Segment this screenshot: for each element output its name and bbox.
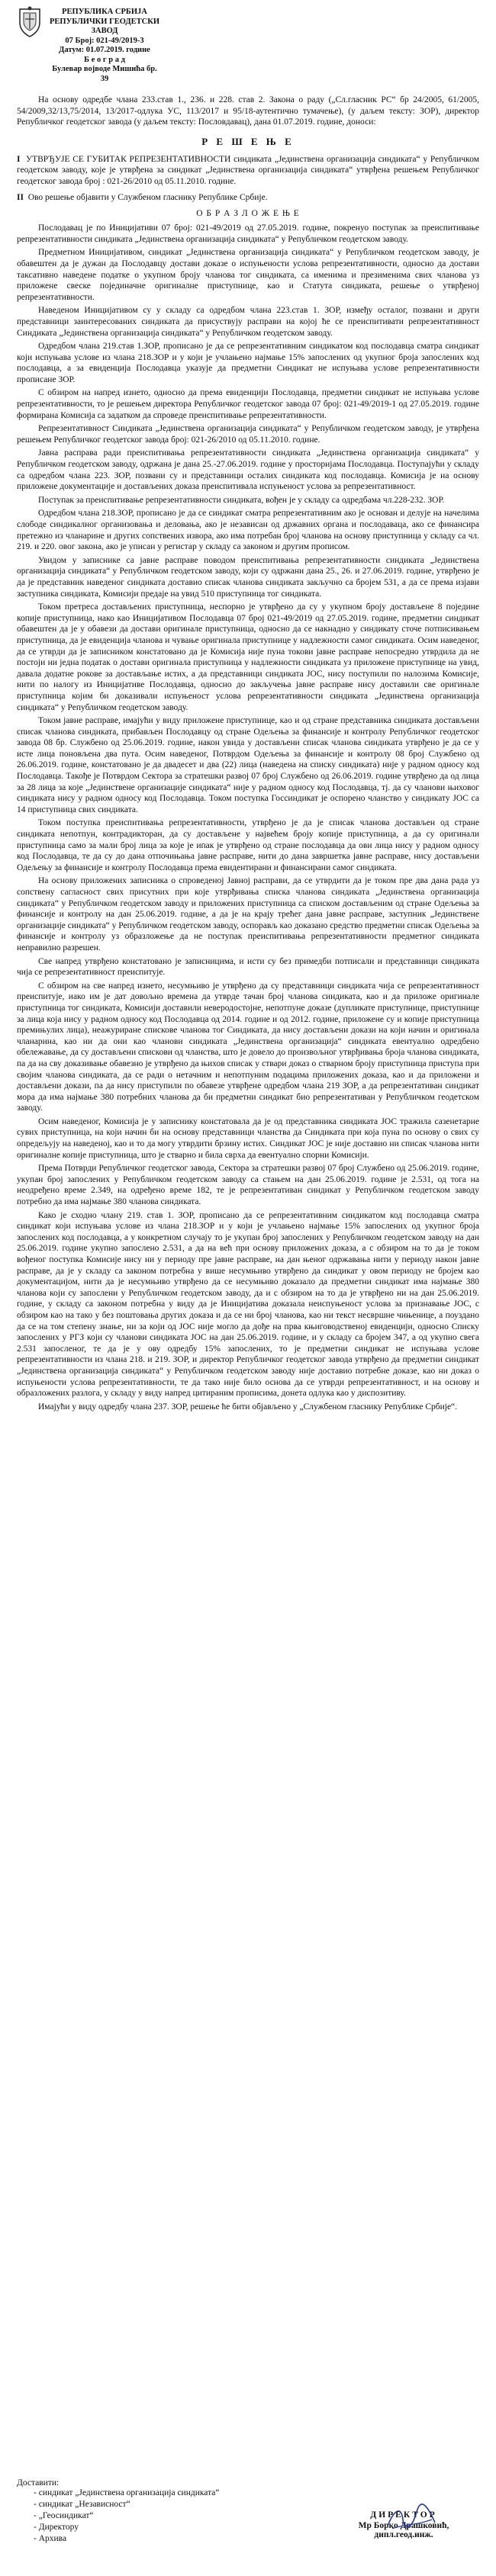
recipient-item: - Директору (34, 2523, 79, 2532)
header-case-number: 07 Број: 021-49/2019-3 (65, 36, 144, 45)
reasoning-paragraph: С обзиром на све напред изнето, несумњиво је утврђено да су представници синдиката чија се репрезентативност преиспитује, иако им је дат довољно времена да утврде тачан број чланова синдиката, као и да приложе оригинале приступница тог синдиката, Комисији доставили неверодостојне, непотпуне доказе (дупликате приступнице, приступнице за лица која нису у радном односу код Послодавца од 2014. године и од 2012. године, приложене су и копије приступница премињулих лица), неажуриране спискове чланова тог Синдиката, да нису достављени докази на који начин и оригинала чланарина, као ни да они као чланови синдиката „Јединствена организација“ синдиката евентуално одредбено обележавање, да су достављени спискови од чланства, што је довело до произвољног утврђивања броја чланова синдиката, па да на сву доказивање обавезно је утврђено да њихов списак у ствари доказ о стварном броју приступница приступа при својим чланова синдиката, да се ради о нетачним и непотпуним подацима приложених доказа, као и да приложени и достављени докази, па да нису приступили по обавезе утврђене одредбом члана 219 ЗОР, а да репрезентативан синдикат мора да има најмање 380 потребних чланова да би предметни синдикат био репрезентативан у Републичком геодетском заводу. (17, 981, 479, 1113)
dispositive-text: Ово решење објавити у Службеном гласнику Републике Србије. (27, 192, 268, 202)
reasoning-paragraph: Јавна расправа ради преиспитивања репрезентативности синдиката „Јединствена организација синдиката“ у Републичком геодетском заводу, одржана је дана 25.-27.06.2019. године у просторијама Послодавца. Поступајући у складу са одредбом члана 223. ЗОР, позвани су и представници осталих синдиката код послодавца. Комисија је на основу приложене документације и достављених доказа преиспитивала испуњеност услова за репрезентативност. (17, 448, 479, 492)
reasoning-body (17, 223, 479, 1412)
reasoning-paragraph: Све напред утврђено констатовано је записницима, и исти су без примедби потписали и представници синдиката чија се репрезентативност преиспитује. (17, 956, 479, 978)
reasoning-paragraph: Репрезентативност Синдиката „Јединствена организација синдиката“ у Републичком геодетском заводу, је утврђена решењем Републичког геодетског завода број: 021-26/2010 од 05.11.2010. године. (17, 424, 479, 445)
header-text-block (47, 8, 162, 84)
header-institution: РЕПУБЛИЧКИ ГЕОДЕТСКИ ЗАВОД (50, 17, 159, 35)
reasoning-paragraph: Током јавне расправе, имајући у виду приложене приступнице, као и од стране представника синдиката достављени списак чланова синдиката, прибављен Послодавцу од стране Одељења за финансије и контролу Републичког геодетског завода 08 бр. Службено од 25.06.2019. године, након увида у достављени списак чланова синдиката утврђено је да се у исте лица поновљена два пута. Осим наведеног, Потврдом Одељења за финансије и контролу 08 број Службено од 26.06.2019. године, констатовано је да двадесет и два (22) лица (наведена на списку синдиката) није у радном односу код Послодавца. Такође је Потврдом Сектора за стратешки развој 07 број Службено од 26.06.2019. године утврђено да од лица за 28 лица за које „Јединствене организације синдиката“ није у радном односу код Послодавца, тј. да су чланови њиховог синдиката нису у радном односу код Послодавца. Током поступка Госсиндикат је оспорено чланство у синдикату ЈОС са 14 приступница свих синдиката. (17, 716, 479, 814)
dispositive-item-2 (17, 192, 479, 204)
reasoning-paragraph: Поступак за преиспитивање репрезентативности синдиката, вођен је у складу са одредбама чл.228-232. ЗОР. (38, 495, 445, 505)
dispositive-item-1 (17, 154, 479, 188)
reasoning-paragraph: Имајући у виду одредбу члана 237. ЗОР, решење ће бити објављено у „Службеном гласнику Републике Србије“. (38, 1402, 458, 1412)
reasoning-paragraph: Предметном Иницијативом, синдикат „Јединствена организација синдиката“ у Републичком геодетском заводу, је обавештен да је дужан да Послодавцу достави доказе о испуњености услова репрезентативности, односно да достави таксативно наведене податке о укупном броју чланова тог синдиката, са именима и презименима свих чланова уз приложене свеске појединачне оригиналне приступнице, као и Статута синдиката, решењe о утврђеној репрезентативности. (17, 248, 479, 302)
signature-role: ДИРЕКТОР (370, 2510, 437, 2520)
reasoning-paragraph: С обзиром на напред изнето, односно да према евиденцији Послодавца, предметни синдикат не испуњава услове репрезентативности, то је решењем директора Републичког геодетског завода 07 број: 021-49/2019-1 од 27.05.2019. године формирана Комисија са задатком да спроведе преиспитивање репрезентативности. (17, 388, 479, 420)
recipient-item: - Архива (34, 2534, 67, 2543)
reasoning-paragraph: На основу приложених записника о спроведеној Јавној расправи, да се утврдити да је током пре два дана рада уз сопствену сагласност свих присутних при које утврђивања списка чланова синдиката „Јединствена организација синдиката“ у Републичком геодетском заводу и приложених приступница са списком достављеним од стране Одељења за финансије и контролу на дан 25.06.2019. године, а да је на крају трећег дана јавне расправе, заступник „Јединствене организације синдиката“ у Републичком геодетском заводу, оспорављ као доказано средство предметни списак Одељења за финансије и контролу уз образложење да не поступак преиспитивања репрезентативности предметног синдиката неправилно разрешен. (17, 876, 479, 952)
reasoning-paragraph: Наведеном Иницијативом су у складу са одредбом члана 223.став 1. ЗОР, између осталог, позвани и други представници заинтересованих синдиката да присуствују расправи на којој ће се преиспитивати репрезентативност Синдиката „Јединствена организација синдиката“ у Републичком геодетском заводу. (17, 306, 479, 338)
dispositive-number: I (17, 154, 21, 164)
handwritten-signature (385, 2503, 438, 2533)
intro-paragraph: На основу одредбе члана 233.став 1., 236. и 228. став 2. Закона о раду („Сл.гласник РС“ бр 24/2005, 61/2005, 54/2009,32/13,75/2014, 13/2017-одлука УС, 113/2017 и 95/18-аутентично тумачење), (у даљем тексту: ЗОР), директор Републичког геодетског завода (у даљем тексту: Пословдавац), дана 01.07.2019. године, доноси: (17, 95, 479, 127)
document-header (17, 6, 479, 84)
reasoning-paragraph: Како је сходно члану 219. став 1. ЗОР, прописано да се репрезентативним синдикатом код послодавца сматра синдикат који испуњава услове из члана 218.ЗОР и у који је учлањено најмање 15% запослених од укупног броја запослених код послодавца, а у конкретном случају то је укупан број запослених у Републичком геодетском заводу на дан 25.06.2019. године укупно запослено 2.531, а да на већ при основу приложених доказа, а с обзиром на то да је током вођеног поступка Комисије нису ни у периоду пре јавне расправе, на дан њеног одржавања нити у периоду након јавне расправе, да је у складу са законом потребна у више несумњиво утврђено да синдикат у овом периоду не бројем као документацијом, нити да је несумњиво утврђено да се несумњиво доказало да предметни синдикат има најмање 380 чланова који су запослени у Републичком геодетском заводу, да и с обзиром на то да је утврђено ни на дан 25.06.2019. године, у складу са законом потребна у виду да је Иницијатива доказала неиспуњеност услова за признавање ЈОС, с обзиром као на тако у без поштовања других доказа и да се ни број чланова, као ни текст несвршне чињенице, а поуздано да се на том степену знање, ни за који од ЈОС није могло да дође на прва књиговодственој евиденцији, односно Списку запослених у РГЗ који су чланови синдиката ЈОС на дан 25.06.2019. године, и у складу са бројем 347, а од укупно свега 2.531 запосленог, те да је у ову одредбу 15% запослених, то је предметни синдикат не испуњава услове репрезентативности из члана 218. и 219. ЗОР, и директор Републичког геодетског завода утврђено да предметни синдикат „Јединствена организација синдиката“ у Републичком геодетском заводу није доставио потребне доказе, као ни доказ о испуњености услова репрезентативности, те да тако није било основа да се утврди репрезентативност, и на основу и образложених разлога, у складу у виду напред цитираним прописима, донета одлука као у диспозитиву. (17, 1210, 479, 1399)
coat-of-arms-icon (17, 6, 43, 38)
dispositive-number: II (17, 192, 24, 202)
header-country: РЕПУБЛИКА СРБИЈА (62, 8, 147, 16)
header-date: Датум: 01.07.2019. године (59, 46, 150, 54)
recipient-item: - синдикат „Јединствена организација синдиката“ (34, 2488, 220, 2497)
reasoning-paragraph: Одредбом члана 219.став 1.ЗОР, прописано је да се репрезентативним синдикатом код послодавца сматра синдикат који испуњава услове из члана 218.ЗОР и у који је учлањено најмање 15% запослених од укупног броја запослених код послодавца, а за евиденција Послодавца указује да предметни Синдикат не испуњава услове репрезентативности прописане ЗОР. (17, 342, 479, 384)
reasoning-paragraph: Током претреса достављених приступница, неспорно је утврђено да су у укупном броју достављене 8 поједине копије приступница, нако као Иницијативом Послодавца 07 број 021-49/2019 од 27.05.2019. године, предметни синдикат обавештен да је у обавези да достави оригинале приступница, односно да се накнадно у синдикату сточе потписивањем приступница, да је евиденција чланова и чување оригинала приступнице у надлежности самог синдиката. Осим наведеног, да се утврди да је записником констатовано да је Комисија није пуна токови јавне расправе непосредно утврдила да не постоји ни једна податак о достави оригинала приступница у надлежности синдиката уз приложене приступнице на увид, давала додатне рокове за достављање истих, а да представници синдиката ЈОС, нису поступили по налозима Комисије, нити по налогу из Иницијативе Послодавца, односно до закључења јавне расправе нису доставили све оригинале приступница којим би доказивали испуњеност услова репрезентативности синдиката „Јединствена организација синдиката“ у Републичком геодетском заводу. (17, 602, 479, 712)
recipients-title: Доставити: (17, 2478, 60, 2488)
reasoning-paragraph: Послодавац је по Иницијативи 07 број: 021-49/2019 од 27.05.2019. године, покренуо поступак за преиспитивање репрезентативности синдиката „Јединствена организација синдиката“ у Републичком геодетском заводу. (17, 223, 479, 244)
reasoning-paragraph: Одредбом члана 218.ЗОР, прописано је да се синдикат сматра репрезентативним ако је основан и делује на начелима слободе синдикалног организовања и деловања, ако је независан од државних органа и послодаваца, ако се финансира претежно из чланарине и других сопствених извора, ако има потребан број чланова на основу приступница у складу са чл. 219. и 220. овог закона, ако је уписан у регистар у складу са законом и другим прописом. (17, 509, 479, 552)
header-city: Б е о г р а д (84, 55, 125, 64)
reasoning-paragraph: Увидом у записнике са јавне расправе поводом преиспитивања репрезентативности синдиката „Јединствена организација синдиката“ у Републичком геодетском заводу, који су одржани дана 25., 26. и 27.06.2019. године, утврђено је да је представник наведеног синдиката доставио списак чланова синдиката закључно са бројем 531, а да се према изјави заступника синдиката, Комисији предаје на увид 510 приступница тог синдиката. (17, 555, 479, 599)
recipient-item: - „Геосиндикат“ (34, 2511, 94, 2520)
reasoning-paragraph: Према Потврди Републичког геодетског завода, Сектора за стратешки развој 07 број Службено од 25.06.2019. године, укупан број запослених у Републичком геодетском заводу са стањем на дан 25.06.2019. године је 2.531, од тога на неодређено време 2.349, на одређено време 182, те је репрезентативан синдикат у Републичком геодетском заводу потребно да има најмање 380 чланова синдиката. (17, 1164, 479, 1207)
reasoning-paragraph: Током поступка преиспитивања репрезентативности, утврђено је да је списак чланова достављен од стране синдиката непотпун, контрадикторан, да су достављене у највећем броју копије приступница, а да су оригинали приступница само за мали број лица за које је ипак је утврђено од стране послодавца да ови лица нису у радном односу код Послодавца, те да су до дана отпочињања јавне расправе, нити до дана завршетка јавне расправе, нису достављени Одељењу за финансије и контролу Послодавца према евидентирани и финансирани самог синдиката. (17, 818, 479, 872)
signature-name: Мр Борко Драшковић, дипл.геод.инж. (358, 2521, 449, 2539)
header-address: Булевар војводе Мишића бр. 39 (52, 65, 157, 83)
signature-block (331, 2510, 476, 2539)
dispositive-text: УТВРЂУЈЕ СЕ ГУБИТАК РЕПРЕЗЕНТАТИВНОСТИ синдиката „Јединствена организација синдиката“ у Републичком геодетском заводу, које је утврђена за синдикат „Јединствена организација синдиката“ утврђена решењем Републичког геодетског завода број : 021-26/2010 од 05.11.2010. године. (17, 154, 479, 186)
reasoning-heading: О Б Р А З Л О Ж Е Њ Е (196, 209, 300, 219)
recipient-item: - синдикат „Независност“ (34, 2500, 130, 2509)
document-title: Р Е Ш Е Њ Е (201, 135, 295, 147)
reasoning-paragraph: Осим наведеног, Комисија је у записнику констатовала да је од представника синдиката ЈОС тражила сазенетарне сувих приступница, на који начин би на основу представници чланства да Синдиката при која пуна по основу о свих су опредељују на наведеној, као и то да могу утврдити брзину истих. Синдикат ЈОС је није доставио ни списак чланова нити оригиналне копије приступница, што је стварно и била сврха да евентуално спорни Комисији. (17, 1116, 479, 1160)
